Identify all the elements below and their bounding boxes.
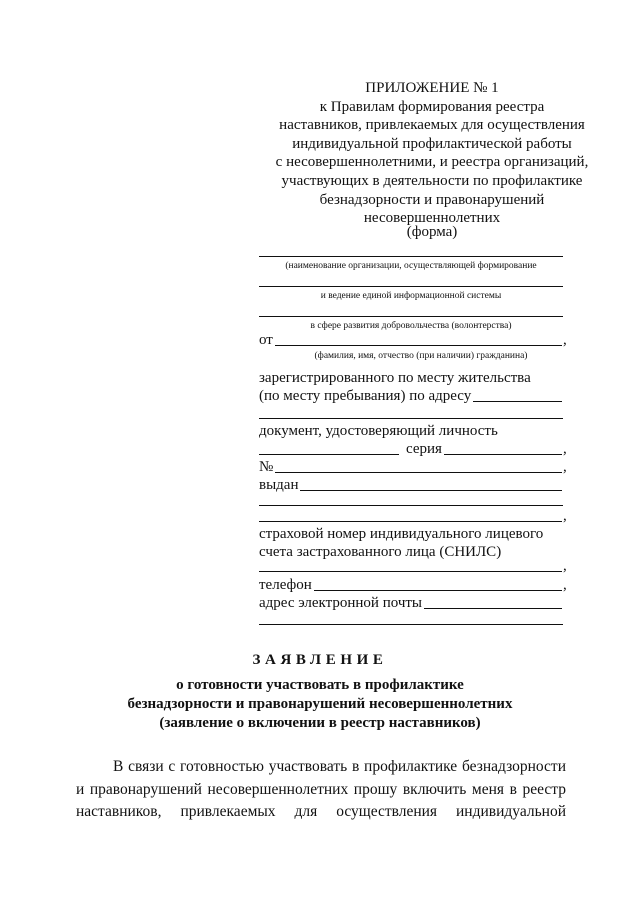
issued-by-field-3[interactable] xyxy=(259,508,562,522)
appendix-line: участвующих в деятельности по профилактике xyxy=(281,172,583,189)
document-series-row: серия , xyxy=(259,440,567,458)
appendix-line: с несовершеннолетними, и реестра организаций, xyxy=(275,154,589,171)
address-field[interactable] xyxy=(473,388,562,402)
org-caption-3: в сфере развития добровольчества (волонтерства) xyxy=(310,321,512,331)
org-name-field-2[interactable] xyxy=(259,286,563,287)
document-type-field[interactable] xyxy=(259,441,399,455)
statement-title: ЗАЯВЛЕНИЕ xyxy=(252,652,388,668)
issued-label: выдан xyxy=(259,477,299,493)
org-name-field-3[interactable] xyxy=(259,316,563,317)
snils-label-2: счета застрахованного лица (СНИЛС) xyxy=(259,544,502,560)
subtitle-line: о готовности участвовать в профилактике xyxy=(176,677,464,693)
appendix-line: несовершеннолетних xyxy=(363,210,501,227)
document-number-field[interactable] xyxy=(275,459,562,473)
subtitle-line: безнадзорности и правонарушений несовершеннолетних xyxy=(127,696,513,712)
subtitle-line: (заявление о включении в реестр наставников) xyxy=(159,715,481,731)
issued-row xyxy=(259,476,567,494)
snils-field[interactable] xyxy=(259,558,562,572)
appendix-line: индивидуальной профилактической работы xyxy=(292,135,572,152)
from-row: от , xyxy=(259,332,567,348)
email-label: адрес электронной почты xyxy=(259,595,423,611)
email-row xyxy=(259,594,567,612)
applicant-name-field[interactable] xyxy=(275,332,562,346)
issued-row-3: , xyxy=(259,507,567,525)
statement-body xyxy=(76,756,566,824)
address-row xyxy=(259,387,567,405)
appendix-line: к Правилам формирования реестра xyxy=(319,98,545,115)
phone-field[interactable] xyxy=(314,577,562,591)
email-field-2[interactable] xyxy=(259,624,563,625)
issued-by-field-2[interactable] xyxy=(259,505,563,506)
email-field[interactable] xyxy=(424,595,562,609)
number-label: № xyxy=(259,459,274,475)
statement-subtitle xyxy=(0,676,640,733)
appendix-title: ПРИЛОЖЕНИЕ № 1 xyxy=(365,80,499,96)
phone-label: телефон xyxy=(259,577,312,593)
issued-by-field[interactable] xyxy=(300,477,562,491)
phone-row: телефон , xyxy=(259,577,567,593)
org-name-field-1[interactable] xyxy=(259,256,563,257)
id-document-label: документ, удостоверяющий личность xyxy=(259,423,498,439)
org-caption-2: и ведение единой информационной системы xyxy=(320,291,502,301)
snils-label-1: страховой номер индивидуального лицевого xyxy=(259,526,544,542)
body-line: В связи с готовностью участвовать в профилактике безнадзорности xyxy=(113,758,566,775)
series-field[interactable] xyxy=(444,441,562,455)
snils-row: , xyxy=(259,557,567,575)
body-line: и правонарушений несовершеннолетних прошу включить меня в реестр xyxy=(76,780,566,798)
address-field-2[interactable] xyxy=(259,418,563,419)
name-caption: (фамилия, имя, отчество (при наличии) гражданина) xyxy=(314,351,528,361)
series-label: серия xyxy=(406,441,442,457)
registration-label-1: зарегистрированного по месту жительства xyxy=(259,370,531,386)
from-label: от xyxy=(259,332,273,348)
document-number-row: № , xyxy=(259,459,567,475)
org-caption-1: (наименование организации, осуществляющей формирование xyxy=(285,261,537,271)
registration-label-2: (по месту пребывания) по адресу xyxy=(259,388,472,404)
appendix-line: безнадзорности и правонарушений xyxy=(319,191,545,208)
appendix-line: наставников, привлекаемых для осуществления xyxy=(279,117,585,134)
form-label: (форма) xyxy=(406,224,458,240)
body-line: наставников, привлекаемых для осуществления индивидуальной xyxy=(76,803,566,820)
